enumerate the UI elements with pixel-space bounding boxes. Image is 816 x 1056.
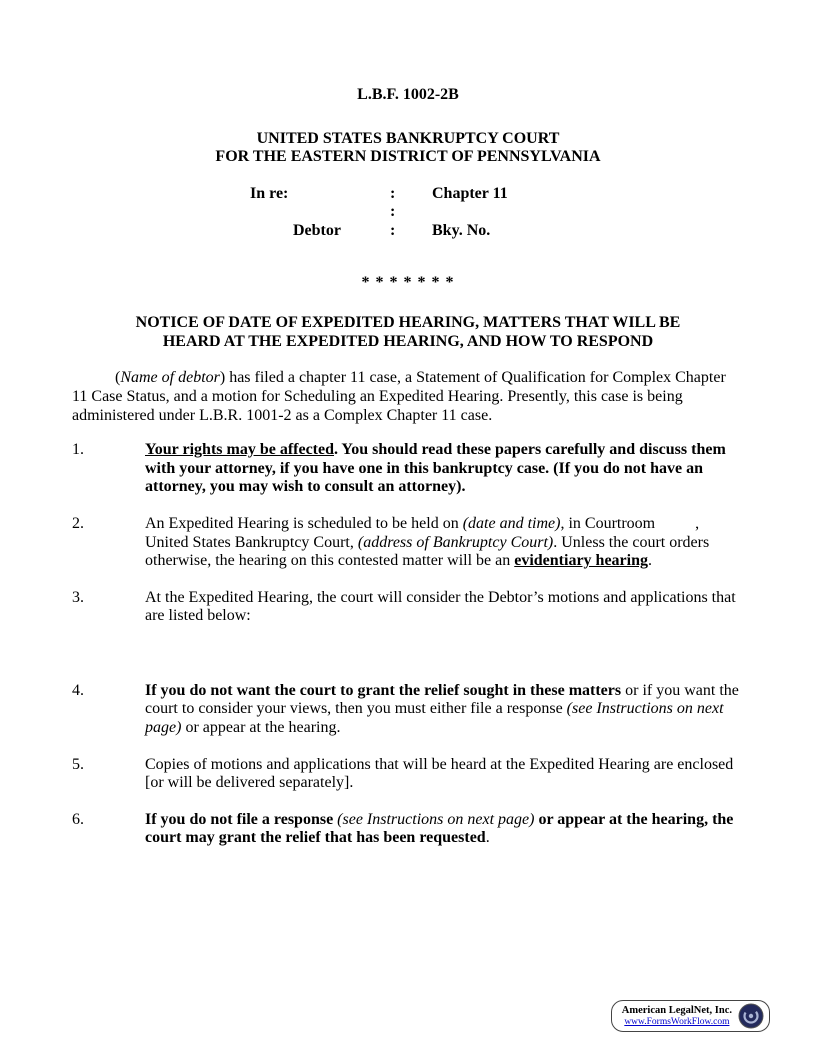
- text-segment: .: [648, 552, 652, 570]
- item-number: 1.: [72, 441, 84, 459]
- text-segment: . Unless the court orders otherwise, the hearing on this contested matter will be an: [145, 533, 710, 570]
- text-segment: .: [485, 829, 490, 847]
- caption-colon-3: :: [390, 221, 396, 239]
- form-number: L.B.F. 1002-2B: [357, 86, 459, 103]
- item-number: 6.: [72, 810, 84, 828]
- list-item-5: [72, 756, 744, 793]
- item-number: 2.: [72, 514, 84, 532]
- item-text: [145, 441, 744, 497]
- text-segment: ) has filed a chapter 11 case, a Statement of Qualification for Complex Chapter 11 Case Status, and a motion for Scheduling an Expedited Hearing. Presently, this case is being administered under L.B.R. 1001-2 as a Complex Chapter 11 case.: [72, 369, 726, 424]
- item-text: [145, 682, 744, 738]
- item-number: 5.: [72, 755, 84, 773]
- badge-text: [622, 1004, 732, 1029]
- caption-colon-2: :: [390, 203, 396, 221]
- text-segment: or appear at the hearing, the court may grant the relief that has been requested: [145, 810, 734, 847]
- court-name-line: UNITED STATES BANKRUPTCY COURT: [256, 129, 560, 147]
- debtor-label: Debtor: [293, 221, 341, 239]
- text-segment: Your rights may be affected: [145, 441, 335, 459]
- asterisk-separator: * * * * * * *: [361, 273, 455, 291]
- bky-no-label: Bky. No.: [432, 221, 491, 239]
- text-segment: . You should read these papers carefully and discuss them with your attorney, if you have one in this bankruptcy case. (If you do not have an attorney, you may wish to consult an attorney).: [145, 441, 726, 496]
- text-segment: (see Instructions on next page): [337, 810, 535, 828]
- case-caption: [250, 185, 744, 241]
- item-text: [145, 515, 744, 571]
- text-segment: or appear at the hearing.: [181, 719, 341, 737]
- item-text: [145, 811, 744, 848]
- chapter-label: Chapter 11: [432, 184, 508, 202]
- text-segment: (date and time): [462, 514, 561, 532]
- text-segment: Name of debtor: [120, 369, 220, 387]
- intro-paragraph: [72, 369, 744, 425]
- item-number: 3.: [72, 588, 84, 606]
- item-number: 4.: [72, 681, 84, 699]
- list-item-1: [72, 441, 744, 497]
- text-segment: If you do not want the court to grant the relief sought in these matters: [145, 681, 622, 699]
- legalnet-badge[interactable]: [611, 1000, 770, 1032]
- list-item-4: [72, 682, 744, 738]
- text-segment: (see Instructions on next page): [145, 700, 724, 737]
- notice-title-line1: NOTICE OF DATE OF EXPEDITED HEARING, MATTERS THAT WILL BE: [135, 314, 681, 332]
- caption-empty-cell: [432, 203, 744, 222]
- text-segment: If you do not file a response: [145, 810, 338, 828]
- text-segment: (address of Bankruptcy Court): [357, 533, 554, 551]
- text-segment: (: [115, 369, 121, 387]
- text-segment: or if you want the court to consider your views, then you must either file a response: [145, 681, 739, 718]
- text-segment: An Expedited Hearing is scheduled to be held on: [145, 514, 463, 532]
- court-district-line: FOR THE EASTERN DISTRICT OF PENNSYLVANIA: [215, 148, 601, 166]
- text-segment: Copies of motions and applications that will be heard at the Expedited Hearing are enclosed [or will be delivered separately].: [145, 755, 734, 792]
- notice-title-line2: HEARD AT THE EXPEDITED HEARING, AND HOW TO RESPOND: [162, 332, 654, 350]
- court-heading: [72, 130, 744, 167]
- legalnet-logo-icon: [738, 1003, 764, 1029]
- list-item-6: [72, 811, 744, 848]
- badge-website-link[interactable]: www.FormsWorkFlow.com: [624, 1016, 730, 1027]
- badge-company-name: American LegalNet, Inc.: [621, 1004, 732, 1016]
- caption-colon-1: :: [390, 184, 396, 202]
- in-re-label: In re:: [250, 184, 289, 202]
- notice-title: [72, 314, 744, 351]
- text-segment: evidentiary hearing: [514, 552, 648, 570]
- text-segment: At the Expedited Hearing, the court will consider the Debtor’s motions and applications that are listed below:: [145, 588, 736, 625]
- item-text: [145, 589, 744, 626]
- list-item-2: [72, 515, 744, 571]
- caption-empty-cell: [250, 203, 390, 222]
- item-text: [145, 756, 744, 793]
- list-item-3: [72, 589, 744, 626]
- motions-list-blank-area: [72, 644, 744, 682]
- text-segment: , in Courtroom , United States Bankruptcy Court,: [145, 514, 700, 551]
